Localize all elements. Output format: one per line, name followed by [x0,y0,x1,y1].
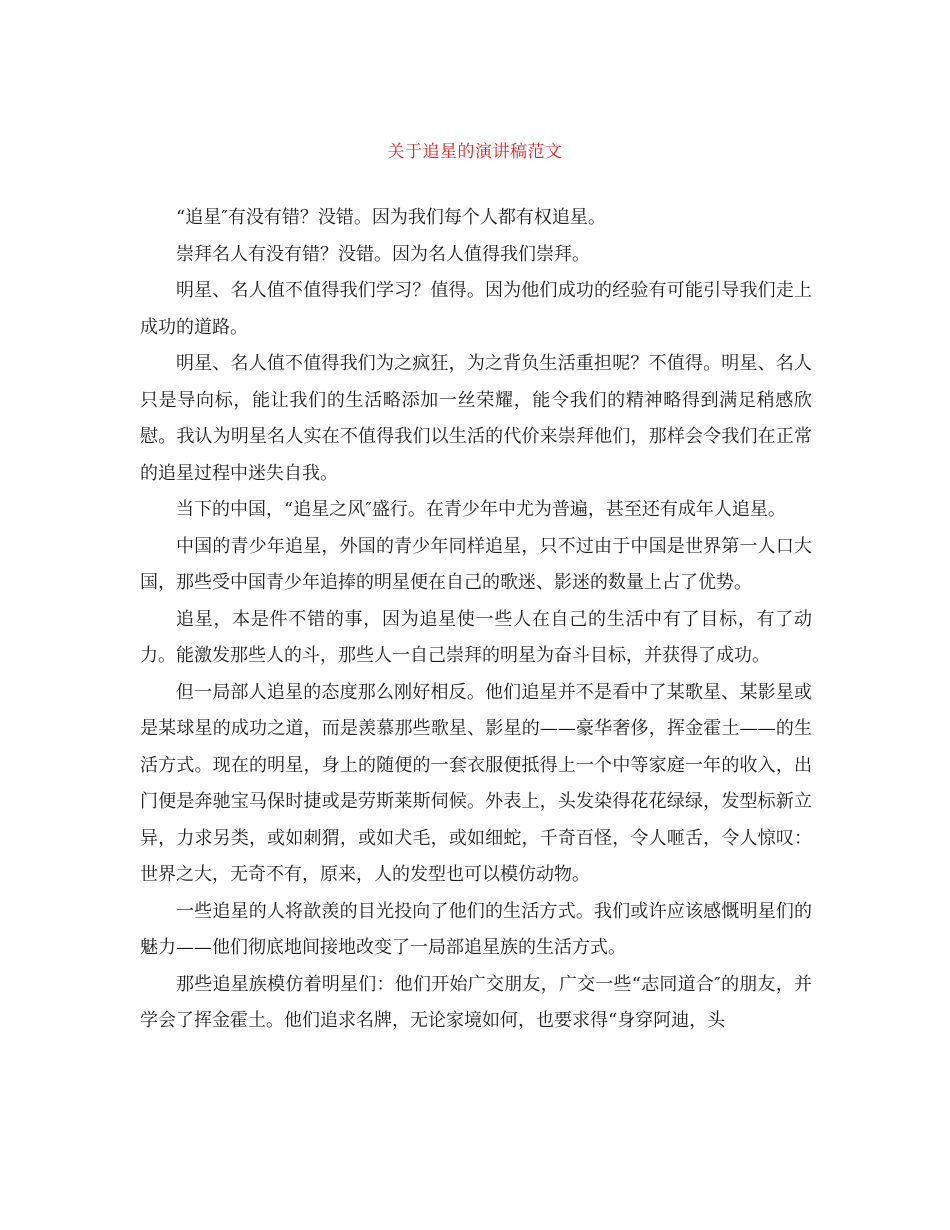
paragraph-3: 明星、名人值不值得我们学习？值得。因为他们成功的经验有可能引导我们走上成功的道路。 [140,280,812,338]
document-title: 关于追星的演讲稿范文 [387,142,563,162]
paragraph-2: 崇拜名人有没有错？没错。因为名人值得我们崇拜。 [176,243,590,265]
paragraph-4: 明星、名人值不值得我们为之疯狂，为之背负生活重担呢？不值得。明星、名人只是导向标，能让我们的生活略添加一丝荣耀，能令我们的精神略得到满足稍感欣慰。我认为明星名人实在不值得我们以生活的代价来崇拜他们，那样会令我们在正常的追星过程中迷失自我。 [140,353,812,484]
paragraph-5: 当下的中国，“追星之风″盛行。在青少年中尤为普遍，甚至还有成年人追星。 [176,499,786,520]
paragraph-9: 一些追星的人将歆羡的目光投向了他们的生活方式。我们或许应该感慨明星们的魅力——他们彻底地间接地改变了一局部追星族的生活方式。 [140,900,812,958]
document-body [140,200,812,1040]
paragraph-1: “追星″有没有错？没错。因为我们每个人都有权追星。 [176,207,606,228]
paragraph-7: 追星，本是件不错的事，因为追星使一些人在自己的生活中有了目标，有了动力。能激发那些人的斗，那些人一自己崇拜的明星为奋斗目标，并获得了成功。 [140,608,812,666]
paragraph-8: 但一局部人追星的态度那么刚好相反。他们追星并不是看中了某歌星、某影星或是某球星的成功之道，而是羡慕那些歌星、影星的——豪华奢侈，挥金霍土——的生活方式。现在的明星，身上的随便的一套衣服便抵得上一个中等家庭一年的收入，出门便是奔驰宝马保时捷或是劳斯莱斯伺候。外表上，头发染得花花绿绿，发型标新立异，力求另类，或如刺猬，或如犬毛，或如细蛇，千奇百怪，令人咂舌，令人惊叹：世界之大，无奇不有，原来，人的发型也可以模仿动物。 [140,681,812,885]
paragraph-10: 那些追星族模仿着明星们：他们开始广交朋友，广交一些“志同道合″的朋友，并学会了挥金霍土。他们追求名牌，无论家境如何，也要求得“身穿阿迪，头 [140,973,812,1031]
paragraph-6: 中国的青少年追星，外国的青少年同样追星，只不过由于中国是世界第一人口大国，那些受中国青少年追捧的明星便在自己的歌迷、影迷的数量上占了优势。 [140,535,812,593]
